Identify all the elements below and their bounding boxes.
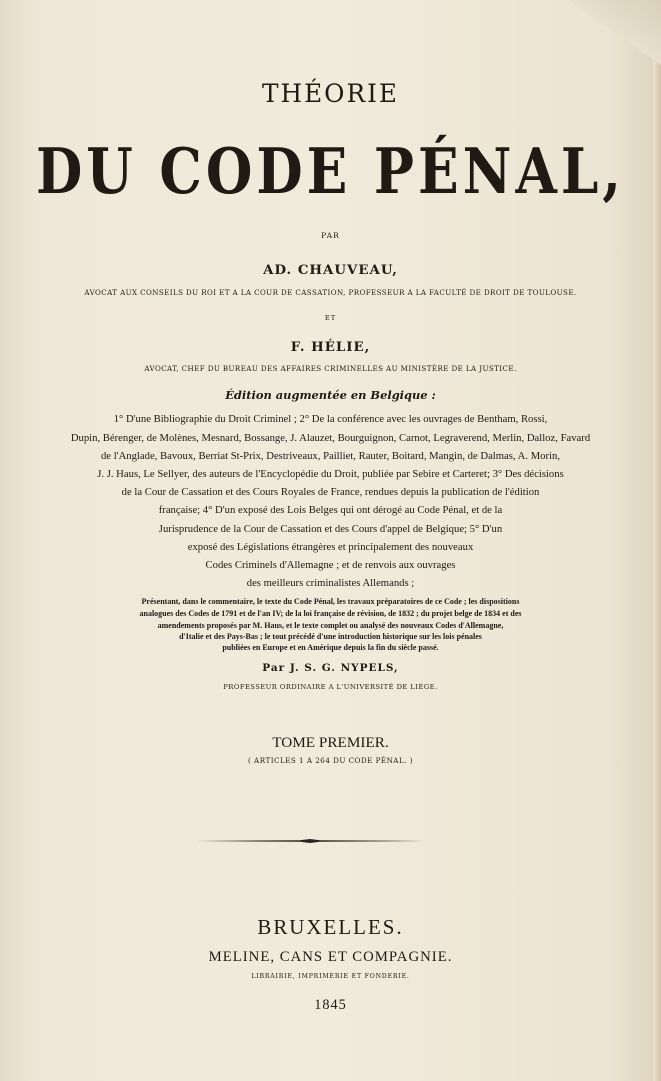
- author-2-description: AVOCAT, CHEF DU BUREAU DES AFFAIRES CRIMINELLES AU MINISTÈRE DE LA JUSTICE.: [144, 364, 517, 373]
- ornamental-rule: [196, 839, 424, 843]
- corner-fold: [571, 0, 661, 80]
- body-line: des meilleurs criminalistes Allemands ;: [246, 577, 415, 589]
- par-label: PAR: [321, 231, 340, 240]
- body-line: Dupin, Bérenger, de Molènes, Mesnard, Bossange, J. Alauzet, Bourguignon, Carnot, Legraverend, Merlin, Dalloz, Favard: [70, 432, 591, 444]
- body-line: exposé des Législations étrangères et principalement des nouveaux: [187, 541, 474, 553]
- body-line: de l'Anglade, Bavoux, Berriat St-Prix, Destriveaux, Pailliet, Rauter, Boitard, Mangin, de Dalmas, A. Morin,: [100, 450, 561, 462]
- presentation-line: analogues des Codes de 1791 et de l'an IV; de la loi française de révision, de 1832 ; du projet belge de 1834 et des: [139, 609, 522, 618]
- presentation-line: d'Italie et des Pays-Bas ; le tout précédé d'une introduction historique sur les lois pénales: [179, 632, 482, 641]
- presentation-line: Présentant, dans le commentaire, le texte du Code Pénal, les travaux préparatoires de ce Code ; les dispositions: [141, 597, 520, 606]
- imprint-city: BRUXELLES.: [257, 915, 404, 939]
- title-line-2: DU CODE PÉNAL,: [36, 134, 625, 209]
- editor-name: Par J. S. G. NYPELS,: [262, 662, 399, 674]
- imprint-year: 1845: [314, 997, 347, 1013]
- imprint-publisher: MELINE, CANS ET COMPAGNIE.: [208, 949, 453, 965]
- body-line: de la Cour de Cassation et des Cours Royales de France, rendues depuis la publication de l'édition: [121, 486, 540, 498]
- articles-range: ( ARTICLES 1 A 264 DU CODE PÉNAL. ): [248, 756, 413, 765]
- title-line-1: THÉORIE: [261, 79, 399, 108]
- body-line: Jurisprudence de la Cour de Cassation et des Cours d'appel de Belgique; 5° D'un: [158, 523, 503, 535]
- presentation-line: amendements proposés par M. Haus, et le texte complet ou analysé des nouveaux Codes d'Allemagne,: [157, 621, 504, 630]
- et-label: ET: [324, 314, 337, 322]
- imprint-trade: LIBRAIRIE, IMPRIMERIE ET FONDERIE.: [251, 973, 410, 980]
- author-1-name: AD. CHAUVEAU,: [263, 262, 398, 278]
- presentation-line: publiées en Europe et en Amérique depuis la fin du siècle passé.: [222, 643, 439, 652]
- body-line: J. J. Haus, Le Sellyer, des auteurs de l'Encyclopédie du Droit, publiée par Sebire et Carteret; 3° Des décisions: [97, 468, 564, 480]
- author-1-description: AVOCAT AUX CONSEILS DU ROI ET A LA COUR DE CASSATION, PROFESSEUR A LA FACULTÉ DE DROIT DE TOULOUSE.: [84, 288, 577, 297]
- body-line: 1° D'une Bibliographie du Droit Criminel ; 2° De la conférence avec les ouvrages de Bentham, Rossi,: [113, 413, 548, 425]
- edition-heading: Édition augmentée en Belgique :: [225, 388, 436, 402]
- body-line: Codes Criminels d'Allemagne ; et de renvois aux ouvrages: [205, 559, 456, 571]
- volume-title: TOME PREMIER.: [272, 734, 389, 751]
- editor-description: PROFESSEUR ORDINAIRE A L'UNIVERSITÉ DE LIÉGE.: [223, 683, 438, 691]
- body-line: française; 4° D'un exposé des Lois Belges qui ont dérogé au Code Pénal, et de la: [158, 504, 503, 516]
- author-2-name: F. HÉLIE,: [290, 339, 371, 355]
